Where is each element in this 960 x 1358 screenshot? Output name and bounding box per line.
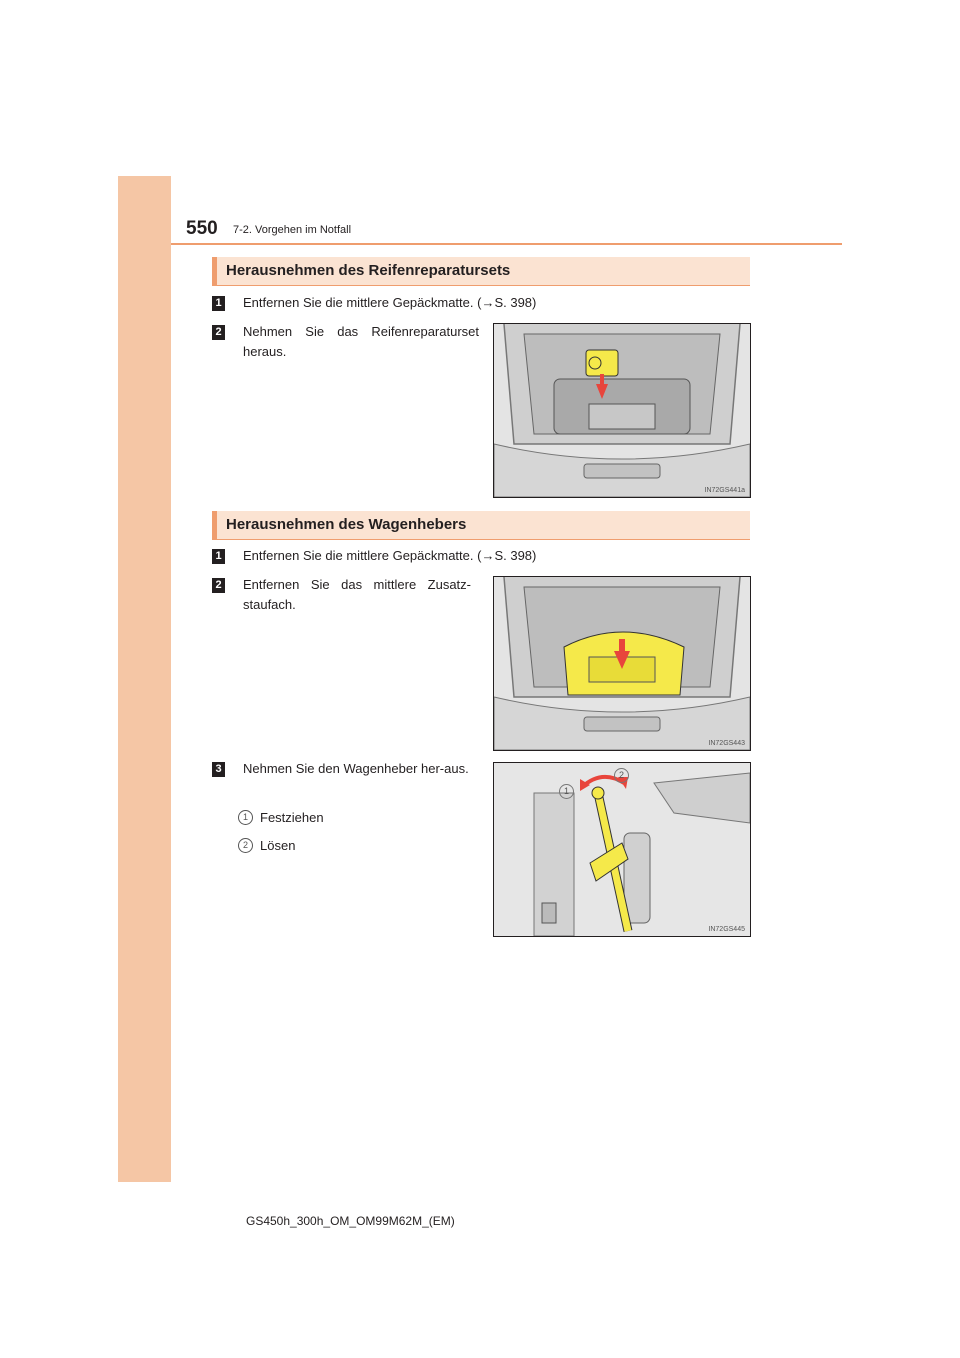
legend-number: 2	[238, 838, 253, 853]
page-number: 550	[186, 218, 218, 239]
step-text: Entfernen Sie das mittlere Zusatz-staufach.	[243, 577, 471, 612]
section-heading-jack	[212, 511, 750, 540]
step-text: Entfernen Sie die mittlere Gepäckmatte. (→S. 398)	[243, 295, 537, 310]
header-rule	[171, 243, 842, 245]
callout-number: 2	[614, 768, 629, 783]
step-badge: 3	[212, 762, 225, 777]
legend-number: 1	[238, 810, 253, 825]
heading-accent	[212, 511, 217, 539]
step-badge: 2	[212, 325, 225, 340]
step-text: Entfernen Sie die mittlere Gepäckmatte. (→S. 398)	[243, 548, 537, 563]
trunk-storage-illustration	[493, 576, 751, 751]
section-title: Herausnehmen des Wagenhebers	[226, 516, 467, 533]
legend-label: Festziehen	[260, 810, 324, 825]
image-code: IN72GS441a	[704, 487, 745, 494]
section-title: Herausnehmen des Reifenreparatursets	[226, 262, 511, 279]
image-code: IN72GS445	[708, 926, 745, 933]
section-heading-repair-kit	[212, 257, 750, 286]
step-badge: 1	[212, 549, 225, 564]
side-strip	[118, 176, 171, 1182]
trunk-repair-kit-illustration	[493, 323, 751, 498]
image-code: IN72GS443	[708, 740, 745, 747]
step-badge: 1	[212, 296, 225, 311]
legend-label: Lösen	[260, 838, 296, 853]
step-text: Nehmen Sie das Reifenreparaturset heraus.	[243, 324, 479, 359]
heading-accent	[212, 257, 217, 285]
step-badge: 2	[212, 578, 225, 593]
jack-illustration	[493, 762, 751, 937]
footer-doc-code: GS450h_300h_OM_OM99M62M_(EM)	[246, 1214, 455, 1228]
chapter-title: 7-2. Vorgehen im Notfall	[233, 224, 352, 236]
step-text: Nehmen Sie den Wagenheber her-aus.	[243, 761, 469, 776]
callout-number: 1	[559, 784, 574, 799]
